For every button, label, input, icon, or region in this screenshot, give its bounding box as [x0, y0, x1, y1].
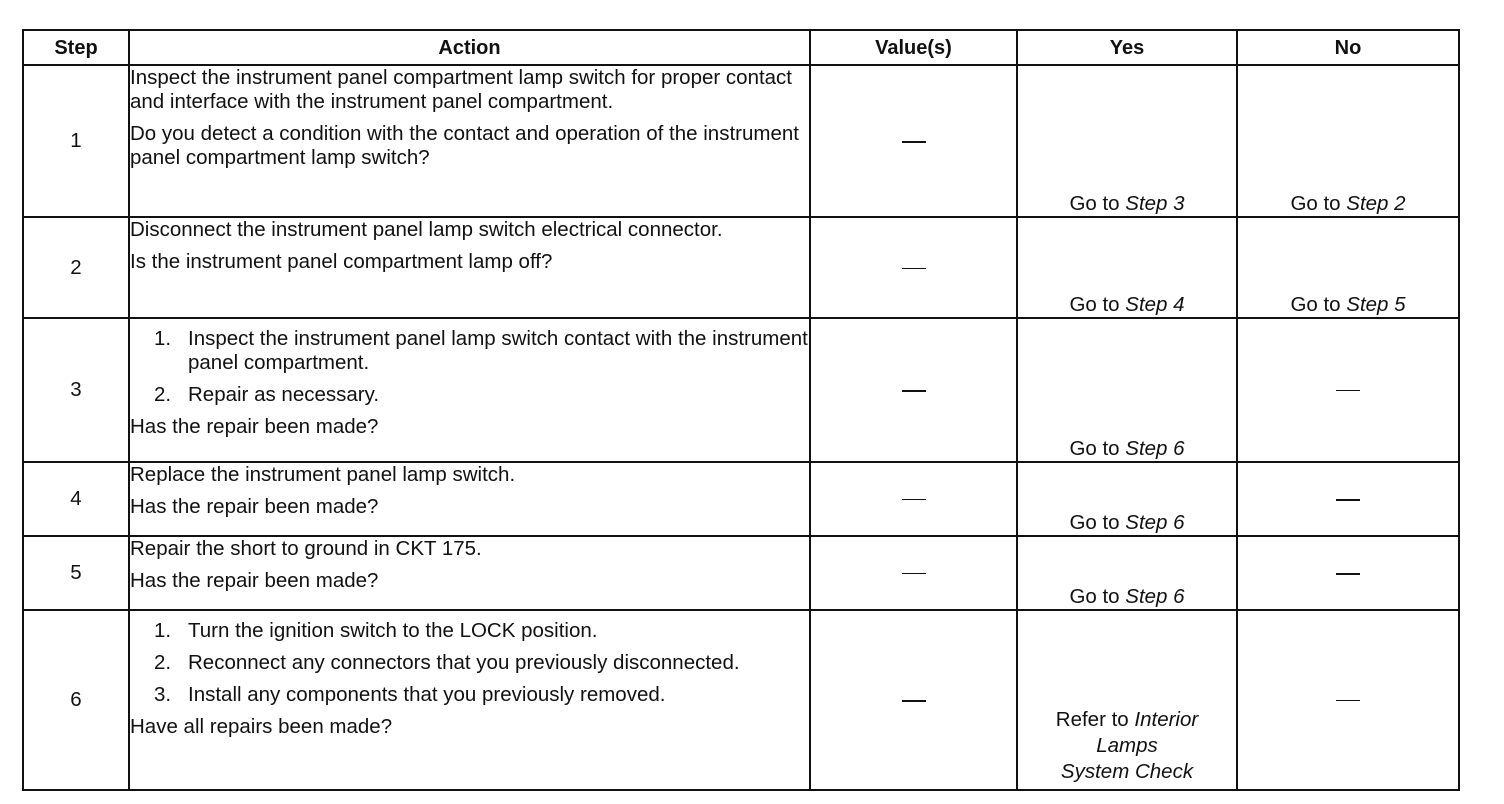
- no-dash: [1336, 390, 1360, 391]
- header-action: Action: [129, 30, 810, 65]
- value-dash: [902, 573, 926, 574]
- list-text: Inspect the instrument panel lamp switch contact with the instrument panel compartment.: [188, 327, 808, 374]
- yes-step-link[interactable]: Step 6: [1125, 585, 1185, 608]
- list-number: 2.: [154, 383, 172, 406]
- yes-cell: [1017, 65, 1237, 217]
- value-cell: [810, 318, 1017, 462]
- yes-cell: [1017, 318, 1237, 462]
- action-cell: [129, 318, 810, 462]
- list-number: 1.: [154, 619, 172, 642]
- list-text: Turn the ignition switch to the LOCK position.: [188, 619, 598, 642]
- yes-prefix: Go to: [1069, 293, 1120, 316]
- value-cell: [810, 462, 1017, 536]
- header-row: [23, 30, 1459, 65]
- action-text: Inspect the instrument panel compartment lamp switch for proper contact and interface with the instrument panel compartment.: [130, 66, 793, 113]
- diagnostic-table: [22, 29, 1460, 791]
- header-values: Value(s): [810, 30, 1017, 65]
- header-yes: Yes: [1017, 30, 1237, 65]
- value-dash: [902, 499, 926, 500]
- value-dash: [902, 390, 926, 392]
- table-row-step-3: [23, 318, 1459, 462]
- yes-prefix: Go to: [1069, 585, 1120, 608]
- step-number: 5: [23, 536, 129, 610]
- action-list: [130, 327, 809, 407]
- yes-cell: [1017, 536, 1237, 610]
- no-step-link[interactable]: Step 2: [1346, 192, 1406, 215]
- no-cell: [1237, 536, 1459, 610]
- value-dash: [902, 268, 926, 269]
- list-item: [130, 383, 809, 407]
- action-question: Is the instrument panel compartment lamp off?: [130, 250, 553, 273]
- list-text: Repair as necessary.: [188, 383, 380, 406]
- action-question: Do you detect a condition with the contact and operation of the instrument panel compartment lamp switch?: [130, 122, 799, 169]
- no-cell: [1237, 217, 1459, 318]
- table-row-step-4: [23, 462, 1459, 536]
- table-row-step-2: [23, 217, 1459, 318]
- step-number: 6: [23, 610, 129, 790]
- yes-link-lamps[interactable]: Lamps: [1096, 734, 1158, 757]
- yes-cell: [1017, 462, 1237, 536]
- action-question: Has the repair been made?: [130, 495, 379, 518]
- no-step-link[interactable]: Step 5: [1346, 293, 1406, 316]
- action-cell: [129, 65, 810, 217]
- yes-cell: [1017, 217, 1237, 318]
- value-dash: [902, 141, 926, 143]
- yes-refer-line: [1018, 707, 1236, 733]
- no-dash: [1336, 700, 1360, 701]
- no-cell: [1237, 65, 1459, 217]
- action-cell: [129, 610, 810, 790]
- yes-step-link[interactable]: Step 6: [1125, 511, 1185, 534]
- yes-link-check-line: [1018, 759, 1236, 785]
- no-cell: [1237, 462, 1459, 536]
- value-cell: [810, 65, 1017, 217]
- step-number: 2: [23, 217, 129, 318]
- yes-cell: [1017, 610, 1237, 790]
- action-text: Replace the instrument panel lamp switch.: [130, 463, 516, 486]
- list-number: 2.: [154, 651, 172, 674]
- list-item: [130, 619, 809, 643]
- yes-prefix: Go to: [1069, 511, 1120, 534]
- action-text: Repair the short to ground in CKT 175.: [130, 537, 482, 560]
- header-no: No: [1237, 30, 1459, 65]
- action-question: Has the repair been made?: [130, 569, 379, 592]
- step-number: 1: [23, 65, 129, 217]
- no-prefix: Go to: [1290, 192, 1341, 215]
- table-row-step-6: [23, 610, 1459, 790]
- yes-prefix: Go to: [1069, 437, 1120, 460]
- list-number: 1.: [154, 327, 172, 350]
- yes-step-link[interactable]: Step 3: [1125, 192, 1185, 215]
- no-prefix: Go to: [1290, 293, 1341, 316]
- step-number: 3: [23, 318, 129, 462]
- list-text: Reconnect any connectors that you previously disconnected.: [188, 651, 740, 674]
- action-list: [130, 619, 809, 707]
- value-cell: [810, 217, 1017, 318]
- yes-link-lamps-line: [1018, 733, 1236, 759]
- action-cell: [129, 536, 810, 610]
- list-item: [130, 683, 809, 707]
- header-step: Step: [23, 30, 129, 65]
- no-dash: [1336, 499, 1360, 501]
- list-item: [130, 651, 809, 675]
- no-cell: [1237, 610, 1459, 790]
- list-item: [130, 327, 809, 375]
- no-dash: [1336, 573, 1360, 575]
- action-cell: [129, 462, 810, 536]
- value-cell: [810, 536, 1017, 610]
- no-cell: [1237, 318, 1459, 462]
- action-question: Have all repairs been made?: [130, 715, 393, 738]
- action-question: Has the repair been made?: [130, 415, 379, 438]
- table-row-step-5: [23, 536, 1459, 610]
- value-dash: [902, 700, 926, 702]
- list-number: 3.: [154, 683, 172, 706]
- yes-prefix: Go to: [1069, 192, 1120, 215]
- value-cell: [810, 610, 1017, 790]
- yes-prefix: Refer to: [1055, 708, 1129, 731]
- table-row-step-1: [23, 65, 1459, 217]
- yes-link-system-check[interactable]: System Check: [1060, 760, 1194, 783]
- action-cell: [129, 217, 810, 318]
- yes-link-interior[interactable]: Interior: [1134, 708, 1199, 731]
- yes-step-link[interactable]: Step 6: [1125, 437, 1185, 460]
- list-text: Install any components that you previously removed.: [188, 683, 666, 706]
- step-number: 4: [23, 462, 129, 536]
- action-text: Disconnect the instrument panel lamp switch electrical connector.: [130, 218, 723, 241]
- yes-step-link[interactable]: Step 4: [1125, 293, 1185, 316]
